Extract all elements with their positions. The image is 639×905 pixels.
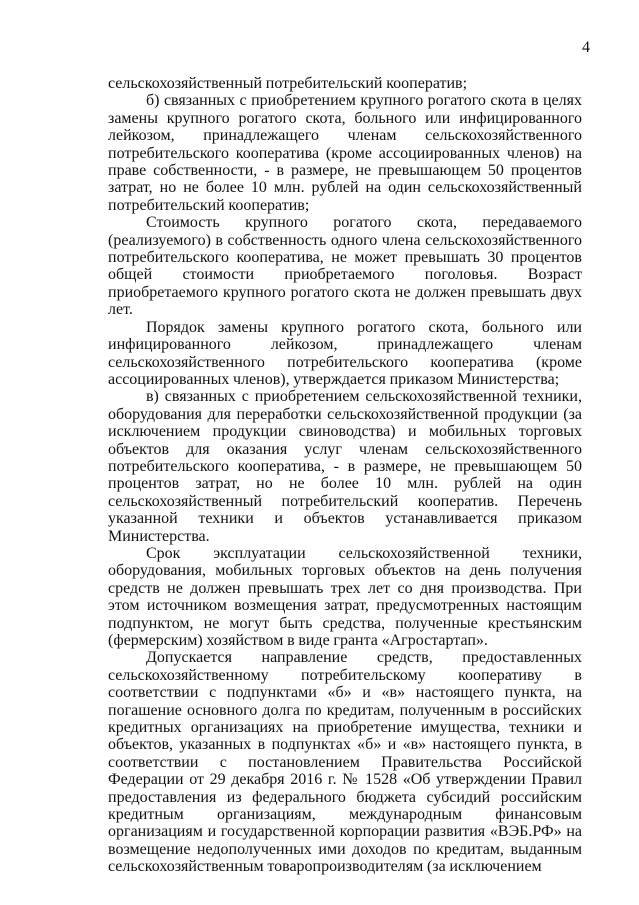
paragraph-2: б) связанных с приобретением крупного рогатого скота в целях замены крупного рогатого скота, больного или инфицированного лейкозом, принадлежащего членам сельскохозяйственного потребительского кооператива (кроме ассоциированных членов) на праве собственности, - в размере, не превышающем 50 процентов затрат, но не более 10 млн. рублей на один сельскохозяйственный потребительский кооператив;	[108, 92, 582, 214]
paragraph-7: Допускается направление средств, предоставленных сельскохозяйственному потребительскому кооперативу в соответствии с подпунктами «б» и «в» настоящего пункта, на погашение основного долга по кредитам, полученным в российских кредитных организациях на приобретение имущества, техники и объектов, указанных в подпунктах «б» и «в» настоящего пункта, в соответствии с постановлением Правительства Российской Федерации от 29 декабря 2016 г. № 1528 «Об утверждении Правил предоставления из федерального бюджета субсидий российским кредитным организациям, международным финансовым организациям и государственной корпорации развития «ВЭБ.РФ» на возмещение недополученных ими доходов по кредитам, выданным сельскохозяйственным товаропроизводителям (за исключением	[108, 649, 582, 876]
paragraph-3: Стоимость крупного рогатого скота, передаваемого (реализуемого) в собственность одного члена сельскохозяйственного потребительского кооператива, не может превышать 30 процентов общей стоимости приобретаемого поголовья. Возраст приобретаемого крупного рогатого скота не должен превышать двух лет.	[108, 214, 582, 319]
paragraph-1: сельскохозяйственный потребительский кооператив;	[108, 75, 468, 92]
paragraph-5: в) связанных с приобретением сельскохозяйственной техники, оборудования для переработки сельскохозяйственной продукции (за исключением продукции свиноводства) и мобильных торговых объектов для оказания услуг членам сельскохозяйственного потребительского кооператива, - в размере, не превышающем 50 процентов затрат, но не более 10 млн. рублей на один сельскохозяйственный потребительский кооператив. Перечень указанной техники и объектов устанавливается приказом Министерства.	[108, 388, 582, 545]
paragraph-4: Порядок замены крупного рогатого скота, больного или инфицированного лейкозом, принадлежащего членам сельскохозяйственного потребительского кооператива (кроме ассоциированных членов), утверждается приказом Министерства;	[108, 318, 582, 388]
page-number: 4	[582, 39, 590, 56]
paragraph-6: Срок эксплуатации сельскохозяйственной техники, оборудования, мобильных торговых объектов на день получения средств не должен превышать трех лет со дня производства. При этом источником возмещения затрат, предусмотренных настоящим подпунктом, не могут быть средства, полученные крестьянским (фермерским) хозяйством в виде гранта «Агростартап».	[108, 544, 582, 649]
document-body	[108, 75, 582, 876]
